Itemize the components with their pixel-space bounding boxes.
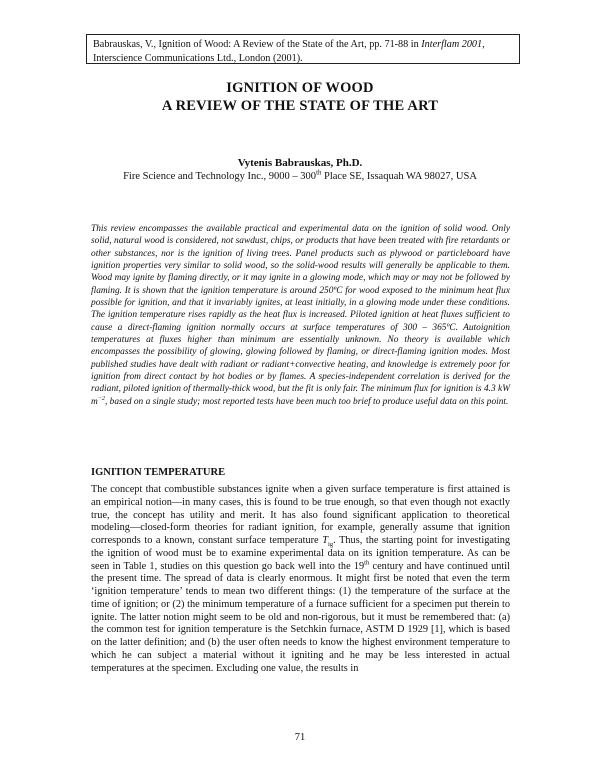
abstract-text-1: This review encompasses the available practical and experimental data on the ignition of solid wood. Only solid, natural wood is considered, not sawdust, chips, or products that have been treated with fire retardants or other substances, nor is the ignition of living trees. Panel products such as plywood or particleboard have ignition properties very similar to solid wood, so the solid-wood results will generally be applicable to them. Wood may ignite by flaming directly, or it may ignite in a glowing mode, which may or may not be followed by flaming. It is shown that the ignition temperature is around 250ºC for wood exposed to the minimum heat flux possible for ignition, and that it invariably ignites, at least initially, in a glowing mode under these conditions. The ignition temperature rises rapidly as the heat flux is increased. Piloted ignition at heat fluxes sufficient to cause a direct-flaming ignition normally occurs at surface temperatures of 300 – 365ºC. Autoignition temperatures at fluxes higher than minimum are essentially unknown. No theory is available which encompasses the possibility of glowing, glowing followed by flaming, or direct-flaming ignition modes. Most published studies have dealt with radiant or radiant+convective heating, and knowledge is extremely poor for ignition from direct contact by hot bodies or by flames. A species-independent correlation is derived for the radiant, piloted ignition of thermally-thick wood, but the fit is only fair. The minimum flux for ignition is 4.3 kW m	[91, 224, 510, 407]
abstract-text-2: , based on a single study; most reported tests have been much too brief to produce useful data on this point.	[104, 396, 509, 407]
section-heading: IGNITION TEMPERATURE	[91, 467, 226, 478]
body-paragraph	[91, 484, 510, 675]
century-superscript: th	[364, 559, 370, 567]
temperature-subscript: ig	[327, 541, 334, 549]
citation-authors: Babrauskas, V., Ignition of Wood: A Review of the State of the Art, pp. 71-88 in	[93, 39, 422, 50]
title-line-2: A REVIEW OF THE STATE OF THE ART	[161, 98, 439, 114]
body-text-1: The concept that combustible substances ignite when a given surface temperature is first attained is an empirical notion—in many cases, this is found to be true enough, so that even though not exactly true, the concept has utility and merit. It has also found significant application to theoretical modeling—closed-form theories for radiant ignition, for example, generally assume that ignition corresponds to a known, constant surface temperature	[91, 484, 510, 546]
citation-journal: Interflam 2001	[421, 39, 483, 50]
abstract	[91, 223, 510, 408]
temperature-symbol: T	[322, 535, 328, 546]
author-name: Vytenis Babrauskas, Ph.D.	[237, 157, 363, 169]
page-number: 71	[294, 732, 306, 743]
body-text-3: century and have continued until the present time. The spread of data is clearly enormous. It might first be noted that even the term ‘ignition temperature’ tends to mean two different things: (1) the temperature of the surface at the time of ignition; or (2) the minimum temperature of a furnace sufficient for a specimen put therein to ignite. The latter notion might seem to be old and non-rigorous, but it must be remembered that: (a) the common test for ignition temperature is the Setchkin furnace, ASTM D 1929 [1], which is based on the latter definition; and (b) the user often needs to know the highest environment temperature to which he can subject a material without it igniting and he may be less interested in actual temperatures at the specimen. Excluding one value, the results in	[91, 560, 510, 674]
affiliation-prefix: Fire Science and Technology Inc., 9000 – 300	[123, 171, 317, 182]
abstract-superscript: −2	[97, 395, 105, 402]
citation-publisher: , Interscience Communications Ltd., London (2001).	[93, 39, 485, 64]
affiliation-suffix: Place SE, Issaquah WA 98027, USA	[321, 171, 477, 182]
body-text-2: . Thus, the starting point for investigating the ignition of wood must be to examine experimental data on its ignition temperature. As can be seen in Table 1, studies on this question go back well into the 19	[91, 535, 510, 572]
affiliation-superscript: th	[316, 169, 322, 177]
citation-box	[86, 34, 520, 64]
title-line-1: IGNITION OF WOOD	[226, 80, 374, 96]
author-affiliation	[0, 171, 600, 182]
